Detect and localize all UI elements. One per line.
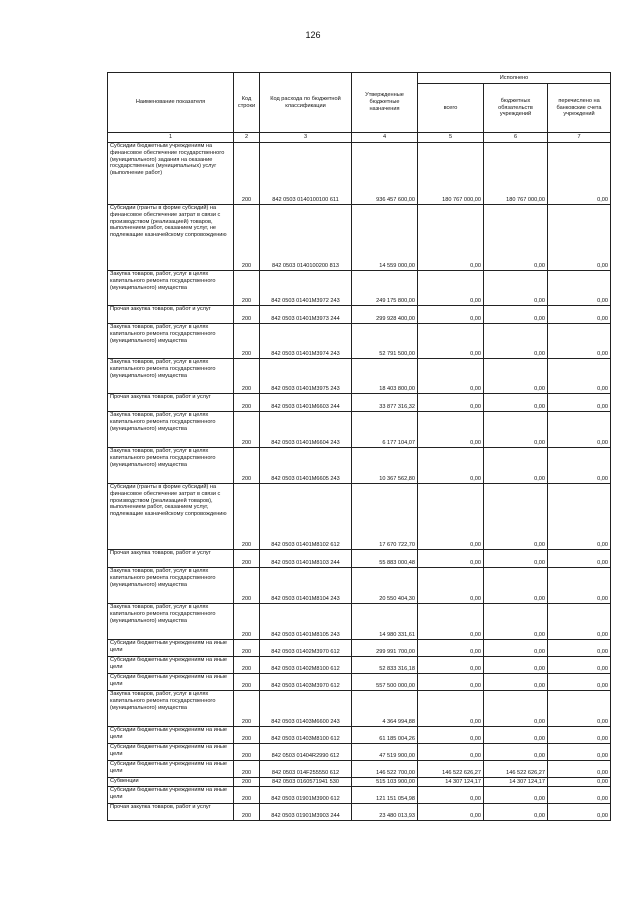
row-transferred-cell: 0,00 bbox=[548, 394, 611, 412]
row-budget-institutions-cell: 14 307 124,17 bbox=[484, 778, 548, 787]
row-name-cell: Субсидии (гранты в форме субсидий) на финансовое обеспечение затрат в связи с производством (реализацией) товаров, выполнением работ, оказанием услуг, не подлежащие казначейскому сопровождению bbox=[108, 205, 234, 271]
row-transferred-cell: 0,00 bbox=[548, 727, 611, 744]
row-executed-total-cell: 0,00 bbox=[418, 306, 484, 324]
row-name-cell: Прочая закупка товаров, работ и услуг bbox=[108, 306, 234, 324]
row-transferred-cell: 0,00 bbox=[548, 674, 611, 691]
row-executed-total-cell: 0,00 bbox=[418, 271, 484, 306]
table-row bbox=[108, 143, 611, 205]
table-row bbox=[108, 394, 611, 412]
table-row bbox=[108, 657, 611, 674]
column-number: 1 bbox=[108, 133, 234, 143]
table-row bbox=[108, 804, 611, 821]
row-name-cell: Субвенции bbox=[108, 778, 234, 787]
table-row bbox=[108, 359, 611, 394]
row-transferred-cell: 0,00 bbox=[548, 568, 611, 604]
row-transferred-cell: 0,00 bbox=[548, 484, 611, 550]
row-budget-institutions-cell: 0,00 bbox=[484, 359, 548, 394]
row-expense-code-cell: 842 0503 01401M6605 243 bbox=[260, 448, 352, 484]
header-approved: Утвержденные бюджетные назначения bbox=[352, 73, 418, 133]
row-line-code-cell: 200 bbox=[234, 205, 260, 271]
row-transferred-cell: 0,00 bbox=[548, 143, 611, 205]
row-transferred-cell: 0,00 bbox=[548, 359, 611, 394]
row-budget-institutions-cell: 0,00 bbox=[484, 412, 548, 448]
report-body bbox=[108, 143, 611, 821]
row-expense-code-cell: 842 0503 01401M3975 243 bbox=[260, 359, 352, 394]
row-line-code-cell: 200 bbox=[234, 674, 260, 691]
column-number-row bbox=[108, 133, 611, 143]
row-executed-total-cell: 14 307 124,17 bbox=[418, 778, 484, 787]
table-row bbox=[108, 484, 611, 550]
row-name-cell: Субсидии бюджетным учреждениям на иные цели bbox=[108, 674, 234, 691]
row-executed-total-cell: 0,00 bbox=[418, 640, 484, 657]
row-line-code-cell: 200 bbox=[234, 324, 260, 359]
table-row bbox=[108, 568, 611, 604]
row-transferred-cell: 0,00 bbox=[548, 205, 611, 271]
row-expense-code-cell: 842 0503 01401M3972 243 bbox=[260, 271, 352, 306]
row-transferred-cell: 0,00 bbox=[548, 804, 611, 821]
row-approved-amount-cell: 249 175 800,00 bbox=[352, 271, 418, 306]
table-row bbox=[108, 744, 611, 761]
row-approved-amount-cell: 515 103 900,00 bbox=[352, 778, 418, 787]
column-number: 5 bbox=[418, 133, 484, 143]
table-row bbox=[108, 761, 611, 778]
row-expense-code-cell: 842 0503 0140100200 813 bbox=[260, 205, 352, 271]
row-line-code-cell: 200 bbox=[234, 271, 260, 306]
row-budget-institutions-cell: 0,00 bbox=[484, 604, 548, 640]
table-row bbox=[108, 550, 611, 568]
table-row bbox=[108, 787, 611, 804]
row-line-code-cell: 200 bbox=[234, 778, 260, 787]
column-number: 3 bbox=[260, 133, 352, 143]
row-approved-amount-cell: 146 522 700,00 bbox=[352, 761, 418, 778]
row-line-code-cell: 200 bbox=[234, 306, 260, 324]
row-transferred-cell: 0,00 bbox=[548, 550, 611, 568]
row-expense-code-cell: 842 0503 01401M6603 244 bbox=[260, 394, 352, 412]
row-approved-amount-cell: 299 928 400,00 bbox=[352, 306, 418, 324]
row-expense-code-cell: 842 0503 01401M8104 243 bbox=[260, 568, 352, 604]
row-name-cell: Прочая закупка товаров, работ и услуг bbox=[108, 550, 234, 568]
row-name-cell: Субсидии бюджетным учреждениям на иные цели bbox=[108, 761, 234, 778]
row-budget-institutions-cell: 0,00 bbox=[484, 744, 548, 761]
table-row bbox=[108, 674, 611, 691]
row-executed-total-cell: 0,00 bbox=[418, 394, 484, 412]
row-approved-amount-cell: 17 670 722,70 bbox=[352, 484, 418, 550]
header-transferred: перечислено на банковские счета учреждений bbox=[548, 84, 611, 133]
row-name-cell: Закупка товаров, работ, услуг в целях капитального ремонта государственного (муниципального) имущества bbox=[108, 691, 234, 727]
row-transferred-cell: 0,00 bbox=[548, 640, 611, 657]
row-executed-total-cell: 0,00 bbox=[418, 448, 484, 484]
row-line-code-cell: 200 bbox=[234, 761, 260, 778]
row-name-cell: Прочая закупка товаров, работ и услуг bbox=[108, 804, 234, 821]
row-name-cell: Закупка товаров, работ, услуг в целях капитального ремонта государственного (муниципального) имущества bbox=[108, 448, 234, 484]
column-number: 7 bbox=[548, 133, 611, 143]
row-budget-institutions-cell: 146 522 626,27 bbox=[484, 761, 548, 778]
header-expense-code: Код расхода по бюджетной классификации bbox=[260, 73, 352, 133]
row-expense-code-cell: 842 0503 01401M3973 244 bbox=[260, 306, 352, 324]
row-approved-amount-cell: 52 791 500,00 bbox=[352, 324, 418, 359]
row-executed-total-cell: 0,00 bbox=[418, 804, 484, 821]
row-expense-code-cell: 842 0503 01401M3974 243 bbox=[260, 324, 352, 359]
column-number: 4 bbox=[352, 133, 418, 143]
row-line-code-cell: 200 bbox=[234, 691, 260, 727]
row-executed-total-cell: 0,00 bbox=[418, 412, 484, 448]
page-number: 126 bbox=[305, 30, 321, 40]
table-row bbox=[108, 691, 611, 727]
row-budget-institutions-cell: 0,00 bbox=[484, 271, 548, 306]
row-executed-total-cell: 0,00 bbox=[418, 674, 484, 691]
row-name-cell: Закупка товаров, работ, услуг в целях капитального ремонта государственного (муниципального) имущества bbox=[108, 568, 234, 604]
row-budget-institutions-cell: 0,00 bbox=[484, 306, 548, 324]
row-transferred-cell: 0,00 bbox=[548, 761, 611, 778]
row-expense-code-cell: 842 0503 014F255550 612 bbox=[260, 761, 352, 778]
table-row bbox=[108, 604, 611, 640]
row-name-cell: Закупка товаров, работ, услуг в целях капитального ремонта государственного (муниципального) имущества bbox=[108, 604, 234, 640]
row-line-code-cell: 200 bbox=[234, 787, 260, 804]
table-row bbox=[108, 324, 611, 359]
column-number: 6 bbox=[484, 133, 548, 143]
row-line-code-cell: 200 bbox=[234, 359, 260, 394]
row-budget-institutions-cell: 0,00 bbox=[484, 640, 548, 657]
row-approved-amount-cell: 936 457 600,00 bbox=[352, 143, 418, 205]
row-name-cell: Закупка товаров, работ, услуг в целях капитального ремонта государственного (муниципального) имущества bbox=[108, 271, 234, 306]
row-budget-institutions-cell: 0,00 bbox=[484, 804, 548, 821]
row-budget-institutions-cell: 0,00 bbox=[484, 674, 548, 691]
row-budget-institutions-cell: 0,00 bbox=[484, 550, 548, 568]
row-expense-code-cell: 842 0503 01402M8100 612 bbox=[260, 657, 352, 674]
row-executed-total-cell: 146 522 626,27 bbox=[418, 761, 484, 778]
table-row bbox=[108, 448, 611, 484]
row-line-code-cell: 200 bbox=[234, 550, 260, 568]
execution-report-table bbox=[107, 72, 611, 821]
row-executed-total-cell: 0,00 bbox=[418, 484, 484, 550]
row-line-code-cell: 200 bbox=[234, 640, 260, 657]
row-budget-institutions-cell: 180 767 000,00 bbox=[484, 143, 548, 205]
row-transferred-cell: 0,00 bbox=[548, 271, 611, 306]
row-line-code-cell: 200 bbox=[234, 484, 260, 550]
row-name-cell: Субсидии бюджетным учреждениям на иные цели bbox=[108, 640, 234, 657]
row-expense-code-cell: 842 0503 01401M6604 243 bbox=[260, 412, 352, 448]
row-executed-total-cell: 0,00 bbox=[418, 787, 484, 804]
row-expense-code-cell: 842 0503 01401M8103 244 bbox=[260, 550, 352, 568]
row-executed-total-cell: 0,00 bbox=[418, 550, 484, 568]
row-expense-code-cell: 842 0503 01403M8100 612 bbox=[260, 727, 352, 744]
row-name-cell: Субсидии бюджетным учреждениям на иные цели bbox=[108, 787, 234, 804]
row-transferred-cell: 0,00 bbox=[548, 604, 611, 640]
row-transferred-cell: 0,00 bbox=[548, 691, 611, 727]
row-line-code-cell: 200 bbox=[234, 448, 260, 484]
header-executed: Исполнено bbox=[418, 73, 611, 84]
row-line-code-cell: 200 bbox=[234, 568, 260, 604]
row-executed-total-cell: 180 767 000,00 bbox=[418, 143, 484, 205]
row-expense-code-cell: 842 0503 01401M8105 243 bbox=[260, 604, 352, 640]
row-budget-institutions-cell: 0,00 bbox=[484, 484, 548, 550]
row-approved-amount-cell: 47 519 900,00 bbox=[352, 744, 418, 761]
table-row bbox=[108, 271, 611, 306]
row-executed-total-cell: 0,00 bbox=[418, 744, 484, 761]
row-name-cell: Субсидии бюджетным учреждениям на иные цели bbox=[108, 657, 234, 674]
row-budget-institutions-cell: 0,00 bbox=[484, 657, 548, 674]
row-expense-code-cell: 842 0503 01901M3900 612 bbox=[260, 787, 352, 804]
row-approved-amount-cell: 61 185 004,26 bbox=[352, 727, 418, 744]
row-transferred-cell: 0,00 bbox=[548, 412, 611, 448]
row-line-code-cell: 200 bbox=[234, 727, 260, 744]
row-approved-amount-cell: 14 980 331,61 bbox=[352, 604, 418, 640]
row-expense-code-cell: 842 0503 0160571941 530 bbox=[260, 778, 352, 787]
row-budget-institutions-cell: 0,00 bbox=[484, 324, 548, 359]
row-approved-amount-cell: 55 883 000,48 bbox=[352, 550, 418, 568]
row-budget-institutions-cell: 0,00 bbox=[484, 394, 548, 412]
row-executed-total-cell: 0,00 bbox=[418, 324, 484, 359]
row-expense-code-cell: 842 0503 01404R2990 612 bbox=[260, 744, 352, 761]
row-transferred-cell: 0,00 bbox=[548, 324, 611, 359]
header-total: всего bbox=[418, 84, 484, 133]
row-transferred-cell: 0,00 bbox=[548, 787, 611, 804]
row-transferred-cell: 0,00 bbox=[548, 448, 611, 484]
row-name-cell: Субсидии (гранты в форме субсидий) на финансовое обеспечение затрат в связи с производством (реализацией товаров), выполнением работ, оказанием услуг, подлежащие казначейскому сопровождению bbox=[108, 484, 234, 550]
column-number: 2 bbox=[234, 133, 260, 143]
row-budget-institutions-cell: 0,00 bbox=[484, 568, 548, 604]
header-line-code: Код строки bbox=[234, 73, 260, 133]
row-budget-institutions-cell: 0,00 bbox=[484, 205, 548, 271]
row-approved-amount-cell: 6 177 104,07 bbox=[352, 412, 418, 448]
row-approved-amount-cell: 18 403 800,00 bbox=[352, 359, 418, 394]
row-name-cell: Субсидии бюджетным учреждениям на иные цели bbox=[108, 727, 234, 744]
row-name-cell: Закупка товаров, работ, услуг в целях капитального ремонта государственного (муниципального) имущества bbox=[108, 359, 234, 394]
table-row bbox=[108, 205, 611, 271]
row-name-cell: Субсидии бюджетным учреждениям на финансовое обеспечение государственного (муниципального) задания на оказание государственных (муниципальных) услуг (выполнение работ) bbox=[108, 143, 234, 205]
row-executed-total-cell: 0,00 bbox=[418, 359, 484, 394]
row-expense-code-cell: 842 0503 01403M3970 612 bbox=[260, 674, 352, 691]
row-transferred-cell: 0,00 bbox=[548, 744, 611, 761]
row-executed-total-cell: 0,00 bbox=[418, 657, 484, 674]
row-line-code-cell: 200 bbox=[234, 143, 260, 205]
row-name-cell: Прочая закупка товаров, работ и услуг bbox=[108, 394, 234, 412]
row-approved-amount-cell: 4 364 994,88 bbox=[352, 691, 418, 727]
row-line-code-cell: 200 bbox=[234, 412, 260, 448]
row-name-cell: Закупка товаров, работ, услуг в целях капитального ремонта государственного (муниципального) имущества bbox=[108, 412, 234, 448]
row-approved-amount-cell: 20 550 404,30 bbox=[352, 568, 418, 604]
row-transferred-cell: 0,00 bbox=[548, 778, 611, 787]
row-expense-code-cell: 842 0503 01403M6600 243 bbox=[260, 691, 352, 727]
row-line-code-cell: 200 bbox=[234, 657, 260, 674]
row-line-code-cell: 200 bbox=[234, 394, 260, 412]
row-expense-code-cell: 842 0503 01401M8102 612 bbox=[260, 484, 352, 550]
header-budget-institutions: бюджетных обязательств учреждений bbox=[484, 84, 548, 133]
row-expense-code-cell: 842 0503 01402M3970 612 bbox=[260, 640, 352, 657]
row-executed-total-cell: 0,00 bbox=[418, 727, 484, 744]
row-approved-amount-cell: 52 833 316,18 bbox=[352, 657, 418, 674]
row-approved-amount-cell: 299 991 700,00 bbox=[352, 640, 418, 657]
row-executed-total-cell: 0,00 bbox=[418, 691, 484, 727]
table-row bbox=[108, 640, 611, 657]
row-expense-code-cell: 842 0503 01901M3903 244 bbox=[260, 804, 352, 821]
row-budget-institutions-cell: 0,00 bbox=[484, 787, 548, 804]
row-line-code-cell: 200 bbox=[234, 604, 260, 640]
table-row bbox=[108, 727, 611, 744]
row-approved-amount-cell: 14 559 000,00 bbox=[352, 205, 418, 271]
table-row bbox=[108, 778, 611, 787]
row-approved-amount-cell: 121 151 054,98 bbox=[352, 787, 418, 804]
row-transferred-cell: 0,00 bbox=[548, 657, 611, 674]
row-executed-total-cell: 0,00 bbox=[418, 205, 484, 271]
row-line-code-cell: 200 bbox=[234, 744, 260, 761]
row-budget-institutions-cell: 0,00 bbox=[484, 691, 548, 727]
table-row bbox=[108, 412, 611, 448]
row-line-code-cell: 200 bbox=[234, 804, 260, 821]
row-name-cell: Закупка товаров, работ, услуг в целях капитального ремонта государственного (муниципального) имущества bbox=[108, 324, 234, 359]
header-name: Наименование показателя bbox=[108, 73, 234, 133]
row-approved-amount-cell: 23 480 013,93 bbox=[352, 804, 418, 821]
row-transferred-cell: 0,00 bbox=[548, 306, 611, 324]
row-expense-code-cell: 842 0503 0140100100 611 bbox=[260, 143, 352, 205]
row-approved-amount-cell: 10 367 562,80 bbox=[352, 448, 418, 484]
row-budget-institutions-cell: 0,00 bbox=[484, 448, 548, 484]
row-executed-total-cell: 0,00 bbox=[418, 568, 484, 604]
row-executed-total-cell: 0,00 bbox=[418, 604, 484, 640]
table-row bbox=[108, 306, 611, 324]
row-approved-amount-cell: 33 877 316,32 bbox=[352, 394, 418, 412]
row-budget-institutions-cell: 0,00 bbox=[484, 727, 548, 744]
row-name-cell: Субсидии бюджетным учреждениям на иные цели bbox=[108, 744, 234, 761]
row-approved-amount-cell: 557 500 000,00 bbox=[352, 674, 418, 691]
